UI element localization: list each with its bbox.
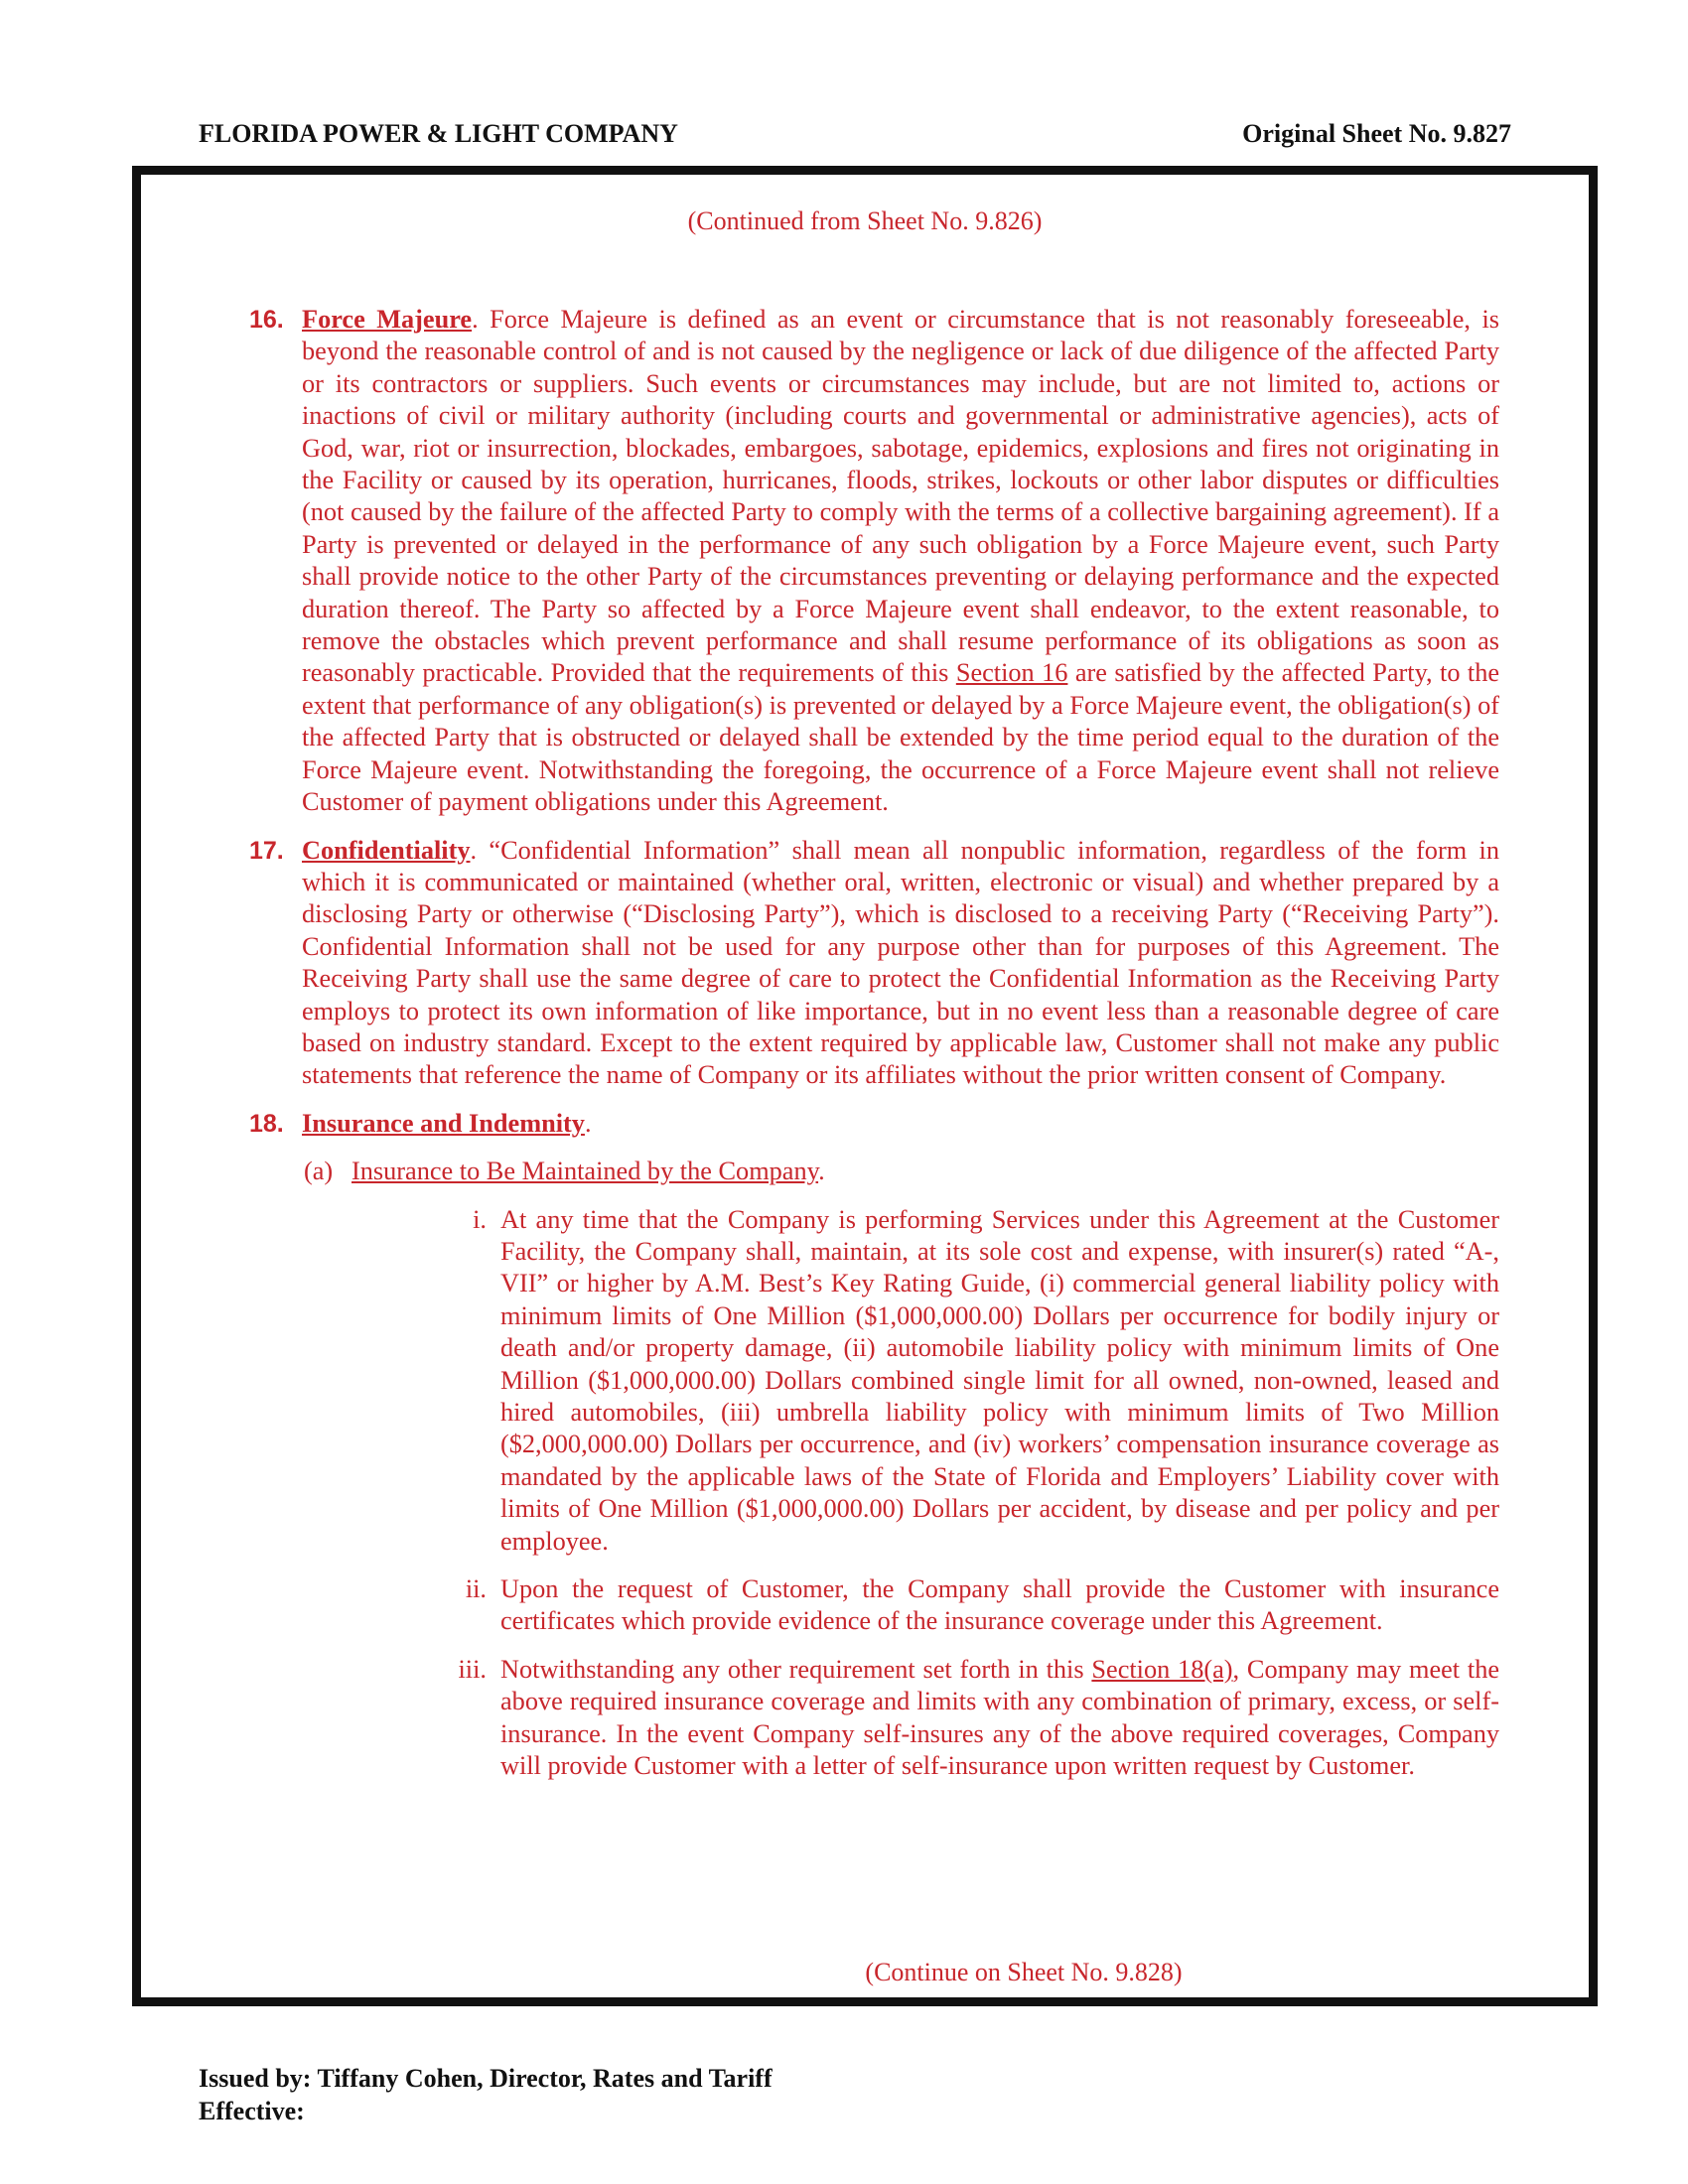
section-number: 18. — [249, 1109, 284, 1138]
clause-text: Notwithstanding any other requirement set forth in this — [500, 1654, 1092, 1684]
clause-text: Upon the request of Customer, the Company shall provide the Customer with insurance certificates which provide evidence of the insurance coverage under this Agreement. — [500, 1574, 1499, 1636]
subsection-18a — [304, 1156, 1499, 1187]
section-text: . “Confidential Information” shall mean all nonpublic information, regardless of the form in which it is communicated or maintained (whether oral, written, electronic or visual) and whether prepared by a disclosing Party or otherwise (“Disclosing Party”), which is disclosed to a receiving Party (“Receiving Party”). Confidential Information shall not be used for any purpose other than for purposes of this Agreement. The Receiving Party shall use the same degree of care to protect the Confidential Information as the Receiving Party employs to protect its own information of like importance, but in no event less than a reasonable degree of care based on industry standard. Except to the extent required by applicable law, Customer shall not make any public statements that reference the name of Company or its affiliates without the prior written consent of Company. — [302, 835, 1499, 1090]
section-16 — [249, 304, 1500, 819]
company-name: FLORIDA POWER & LIGHT COMPANY — [199, 119, 678, 148]
section-reference: Section 16 — [955, 658, 1068, 688]
subsection-label: (a) — [304, 1157, 334, 1186]
section-number: 16. — [249, 306, 284, 334]
section-number: 17. — [249, 836, 284, 865]
sheet-number: Original Sheet No. 9.827 — [1242, 119, 1511, 148]
section-18 — [249, 1108, 1499, 1140]
clause-label: i. — [473, 1204, 487, 1234]
section-title: Confidentiality — [302, 835, 471, 865]
clause-ii — [465, 1573, 1499, 1638]
section-17 — [249, 835, 1499, 1092]
clause-label: ii. — [465, 1574, 487, 1604]
clause-text: , Company may meet the above required insurance coverage and limits with any combination of primary, excess, or self-insurance. In the event Company self-insures any of the above required coverages, Company will provide Customer with a letter of self-insurance upon written request by Customer. — [500, 1654, 1500, 1781]
subsection-title-end: . — [818, 1157, 825, 1186]
clause-label: iii. — [458, 1654, 487, 1684]
continued-on-note: (Continue on Sheet No. 9.828) — [865, 1958, 1183, 1986]
issuance-footer — [199, 2062, 773, 2127]
issued-by: Issued by: Tiffany Cohen, Director, Rates and Tariff — [199, 2064, 773, 2093]
section-title-end: . — [584, 1108, 592, 1138]
sheet-body — [141, 304, 1589, 1798]
tariff-sheet-frame — [132, 166, 1598, 2006]
clause-iii — [458, 1654, 1500, 1783]
section-text: . Force Majeure is defined as an event or circumstance that is not reasonably foreseeable, is beyond the reasonable control of and is not caused by the negligence or lack of due diligence of the affected Party or its contractors or suppliers. Such events or circumstances may include, but are not limited to, actions or inactions of civil or military authority (including courts and governmental or administrative agencies), acts of God, war, riot or insurrection, blockades, embargoes, sabotage, epidemics, explosions and fires not originating in the Facility or caused by its operation, hurricanes, floods, strikes, lockouts or other labor disputes or difficulties (not caused by the failure of the affected Party to comply with the terms of a collective bargaining agreement). If a Party is prevented or delayed in the performance of any such obligation by a Force Majeure event, such Party shall provide notice to the other Party of the circumstances preventing or delaying performance and the expected duration thereof. The Party so affected by a Force Majeure event shall endeavor, to the extent reasonable, to remove the obstacles which prevent performance and shall resume performance of its obligations as soon as reasonably practicable. Provided that the requirements of this — [302, 305, 1499, 688]
effective-date: Effective: — [199, 2097, 305, 2125]
subsection-title: Insurance to Be Maintained by the Company — [352, 1157, 819, 1186]
section-title: Force Majeure — [302, 305, 473, 334]
clause-text: At any time that the Company is performing Services under this Agreement at the Customer Facility, the Company shall, maintain, at its sole cost and expense, with insurer(s) rated “A-, VII” or higher by A.M. Best’s Key Rating Guide, (i) commercial general liability policy with minimum limits of One Million ($1,000,000.00) Dollars per occurrence for bodily injury or death and/or property damage, (ii) automobile liability policy with minimum limits of One Million ($1,000,000.00) Dollars combined single limit for all owned, non-owned, leased and hired automobiles, (iii) umbrella liability policy with minimum limits of Two Million ($2,000,000.00) Dollars per occurrence, and (iv) workers’ compensation insurance coverage as mandated by the applicable laws of the State of Florida and Employers’ Liability cover with limits of One Million ($1,000,000.00) Dollars per accident, by disease and per policy and per employee. — [500, 1204, 1499, 1556]
clause-reference: Section 18(a) — [1091, 1654, 1233, 1684]
continued-from-note: (Continued from Sheet No. 9.826) — [687, 206, 1043, 235]
section-text: are satisfied by the affected Party, to the extent that performance of any obligation(s) is prevented or delayed by a Force Majeure event, the obligation(s) of the affected Party that is obstructed or delayed shall be extended by the time period equal to the duration of the Force Majeure event. Notwithstanding the foregoing, the occurrence of a Force Majeure event shall not relieve Customer of payment obligations under this Agreement. — [302, 658, 1500, 817]
section-title: Insurance and Indemnity — [302, 1108, 585, 1138]
clause-i — [473, 1204, 1499, 1558]
